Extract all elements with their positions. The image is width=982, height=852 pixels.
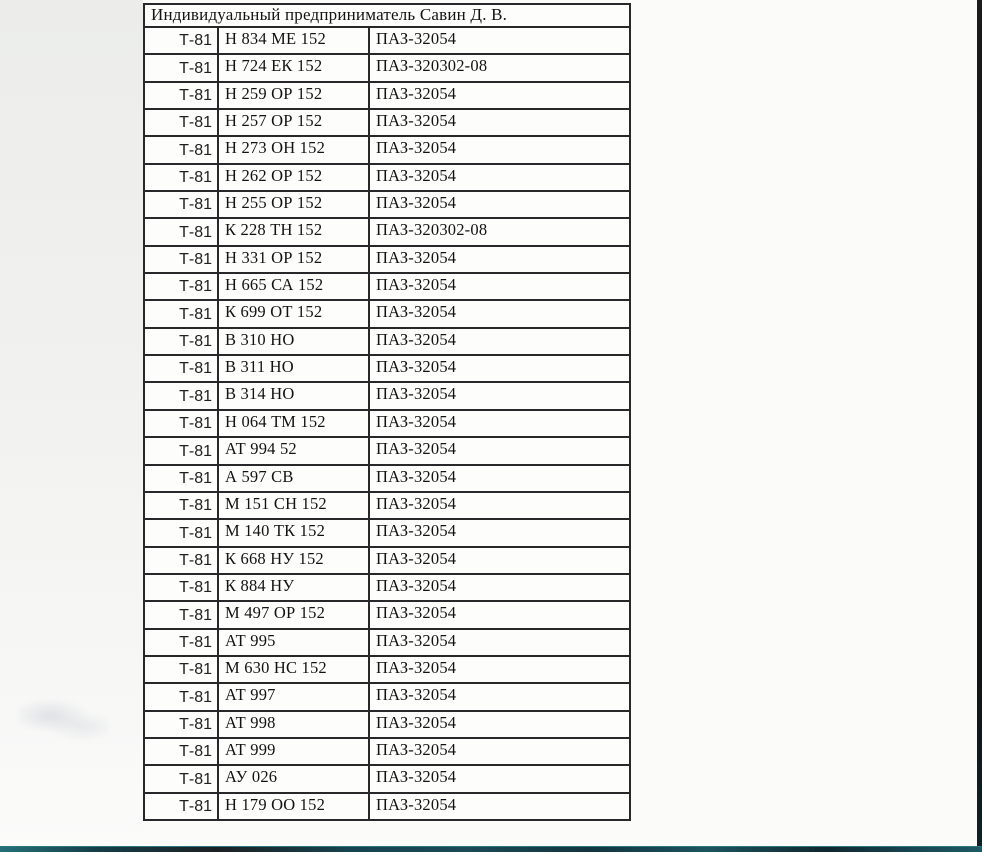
plate-cell: Н 255 ОР 152 <box>218 191 369 218</box>
table-row <box>144 273 630 300</box>
model-cell: ПАЗ-32054 <box>369 300 630 327</box>
route-cell: Т-81 <box>144 738 218 765</box>
route-cell: Т-81 <box>144 355 218 382</box>
model-cell: ПАЗ-32054 <box>369 519 630 546</box>
plate-cell: Н 834 МЕ 152 <box>218 27 369 54</box>
plate-cell: В 311 НО <box>218 355 369 382</box>
plate-cell: В 314 НО <box>218 382 369 409</box>
table-row <box>144 601 630 628</box>
model-cell: ПАЗ-32054 <box>369 683 630 710</box>
route-cell: Т-81 <box>144 273 218 300</box>
table-header-row <box>144 4 630 27</box>
model-cell: ПАЗ-32054 <box>369 465 630 492</box>
vehicle-table <box>143 3 631 821</box>
route-cell: Т-81 <box>144 656 218 683</box>
model-cell: ПАЗ-32054 <box>369 410 630 437</box>
route-cell: Т-81 <box>144 82 218 109</box>
table-row <box>144 191 630 218</box>
table-row <box>144 218 630 245</box>
model-cell: ПАЗ-32054 <box>369 382 630 409</box>
model-cell: ПАЗ-32054 <box>369 355 630 382</box>
route-cell: Т-81 <box>144 136 218 163</box>
table-row <box>144 492 630 519</box>
plate-cell: К 668 НУ 152 <box>218 547 369 574</box>
model-cell: ПАЗ-32054 <box>369 246 630 273</box>
route-cell: Т-81 <box>144 300 218 327</box>
route-cell: Т-81 <box>144 547 218 574</box>
route-cell: Т-81 <box>144 191 218 218</box>
plate-cell: Н 064 ТМ 152 <box>218 410 369 437</box>
table-row <box>144 711 630 738</box>
route-cell: Т-81 <box>144 382 218 409</box>
table-row <box>144 382 630 409</box>
table-row <box>144 136 630 163</box>
table-row <box>144 328 630 355</box>
table-row <box>144 355 630 382</box>
table-row <box>144 547 630 574</box>
table-row <box>144 109 630 136</box>
model-cell: ПАЗ-32054 <box>369 328 630 355</box>
plate-cell: Н 273 ОН 152 <box>218 136 369 163</box>
plate-cell: М 140 ТК 152 <box>218 519 369 546</box>
plate-cell: Н 331 ОР 152 <box>218 246 369 273</box>
model-cell: ПАЗ-32054 <box>369 629 630 656</box>
plate-cell: Н 179 ОО 152 <box>218 793 369 820</box>
model-cell: ПАЗ-32054 <box>369 437 630 464</box>
table-row <box>144 164 630 191</box>
route-cell: Т-81 <box>144 711 218 738</box>
plate-cell: К 228 ТН 152 <box>218 218 369 245</box>
plate-cell: М 497 ОР 152 <box>218 601 369 628</box>
scan-smudge <box>18 698 110 742</box>
table-row <box>144 793 630 820</box>
route-cell: Т-81 <box>144 765 218 792</box>
plate-cell: К 884 НУ <box>218 574 369 601</box>
model-cell: ПАЗ-32054 <box>369 164 630 191</box>
model-cell: ПАЗ-32054 <box>369 109 630 136</box>
plate-cell: А 597 СВ <box>218 465 369 492</box>
model-cell: ПАЗ-32054 <box>369 492 630 519</box>
route-cell: Т-81 <box>144 574 218 601</box>
route-cell: Т-81 <box>144 629 218 656</box>
plate-cell: К 699 ОТ 152 <box>218 300 369 327</box>
scan-bottom-edge <box>0 846 982 852</box>
plate-cell: АТ 997 <box>218 683 369 710</box>
model-cell: ПАЗ-32054 <box>369 601 630 628</box>
scan-right-edge <box>977 0 982 852</box>
table-row <box>144 683 630 710</box>
table-row <box>144 629 630 656</box>
table-row <box>144 437 630 464</box>
model-cell: ПАЗ-32054 <box>369 793 630 820</box>
model-cell: ПАЗ-32054 <box>369 191 630 218</box>
route-cell: Т-81 <box>144 683 218 710</box>
plate-cell: М 630 НС 152 <box>218 656 369 683</box>
table-row <box>144 465 630 492</box>
route-cell: Т-81 <box>144 109 218 136</box>
plate-cell: Н 665 СА 152 <box>218 273 369 300</box>
route-cell: Т-81 <box>144 793 218 820</box>
route-cell: Т-81 <box>144 246 218 273</box>
table-row <box>144 738 630 765</box>
model-cell: ПАЗ-32054 <box>369 27 630 54</box>
table-row <box>144 82 630 109</box>
model-cell: ПАЗ-32054 <box>369 738 630 765</box>
model-cell: ПАЗ-32054 <box>369 136 630 163</box>
model-cell: ПАЗ-32054 <box>369 547 630 574</box>
table-row <box>144 54 630 81</box>
table-row <box>144 410 630 437</box>
model-cell: ПАЗ-32054 <box>369 273 630 300</box>
table-row <box>144 300 630 327</box>
plate-cell: АТ 994 52 <box>218 437 369 464</box>
model-cell: ПАЗ-32054 <box>369 711 630 738</box>
model-cell: ПАЗ-32054 <box>369 656 630 683</box>
plate-cell: Н 262 ОР 152 <box>218 164 369 191</box>
route-cell: Т-81 <box>144 601 218 628</box>
model-cell: ПАЗ-32054 <box>369 765 630 792</box>
table-row <box>144 519 630 546</box>
table-row <box>144 574 630 601</box>
table-row <box>144 27 630 54</box>
route-cell: Т-81 <box>144 164 218 191</box>
table-row <box>144 246 630 273</box>
table-row <box>144 656 630 683</box>
route-cell: Т-81 <box>144 519 218 546</box>
plate-cell: Н 724 ЕК 152 <box>218 54 369 81</box>
plate-cell: АТ 998 <box>218 711 369 738</box>
route-cell: Т-81 <box>144 54 218 81</box>
route-cell: Т-81 <box>144 218 218 245</box>
route-cell: Т-81 <box>144 437 218 464</box>
route-cell: Т-81 <box>144 465 218 492</box>
plate-cell: В 310 НО <box>218 328 369 355</box>
model-cell: ПАЗ-32054 <box>369 574 630 601</box>
table-title: Индивидуальный предприниматель Савин Д. В. <box>144 4 630 27</box>
route-cell: Т-81 <box>144 492 218 519</box>
route-cell: Т-81 <box>144 27 218 54</box>
model-cell: ПАЗ-320302-08 <box>369 218 630 245</box>
plate-cell: АТ 995 <box>218 629 369 656</box>
table-row <box>144 765 630 792</box>
route-cell: Т-81 <box>144 328 218 355</box>
route-cell: Т-81 <box>144 410 218 437</box>
plate-cell: Н 259 ОР 152 <box>218 82 369 109</box>
plate-cell: АУ 026 <box>218 765 369 792</box>
plate-cell: Н 257 ОР 152 <box>218 109 369 136</box>
model-cell: ПАЗ-320302-08 <box>369 54 630 81</box>
table-body <box>144 27 630 820</box>
plate-cell: АТ 999 <box>218 738 369 765</box>
model-cell: ПАЗ-32054 <box>369 82 630 109</box>
plate-cell: М 151 СН 152 <box>218 492 369 519</box>
